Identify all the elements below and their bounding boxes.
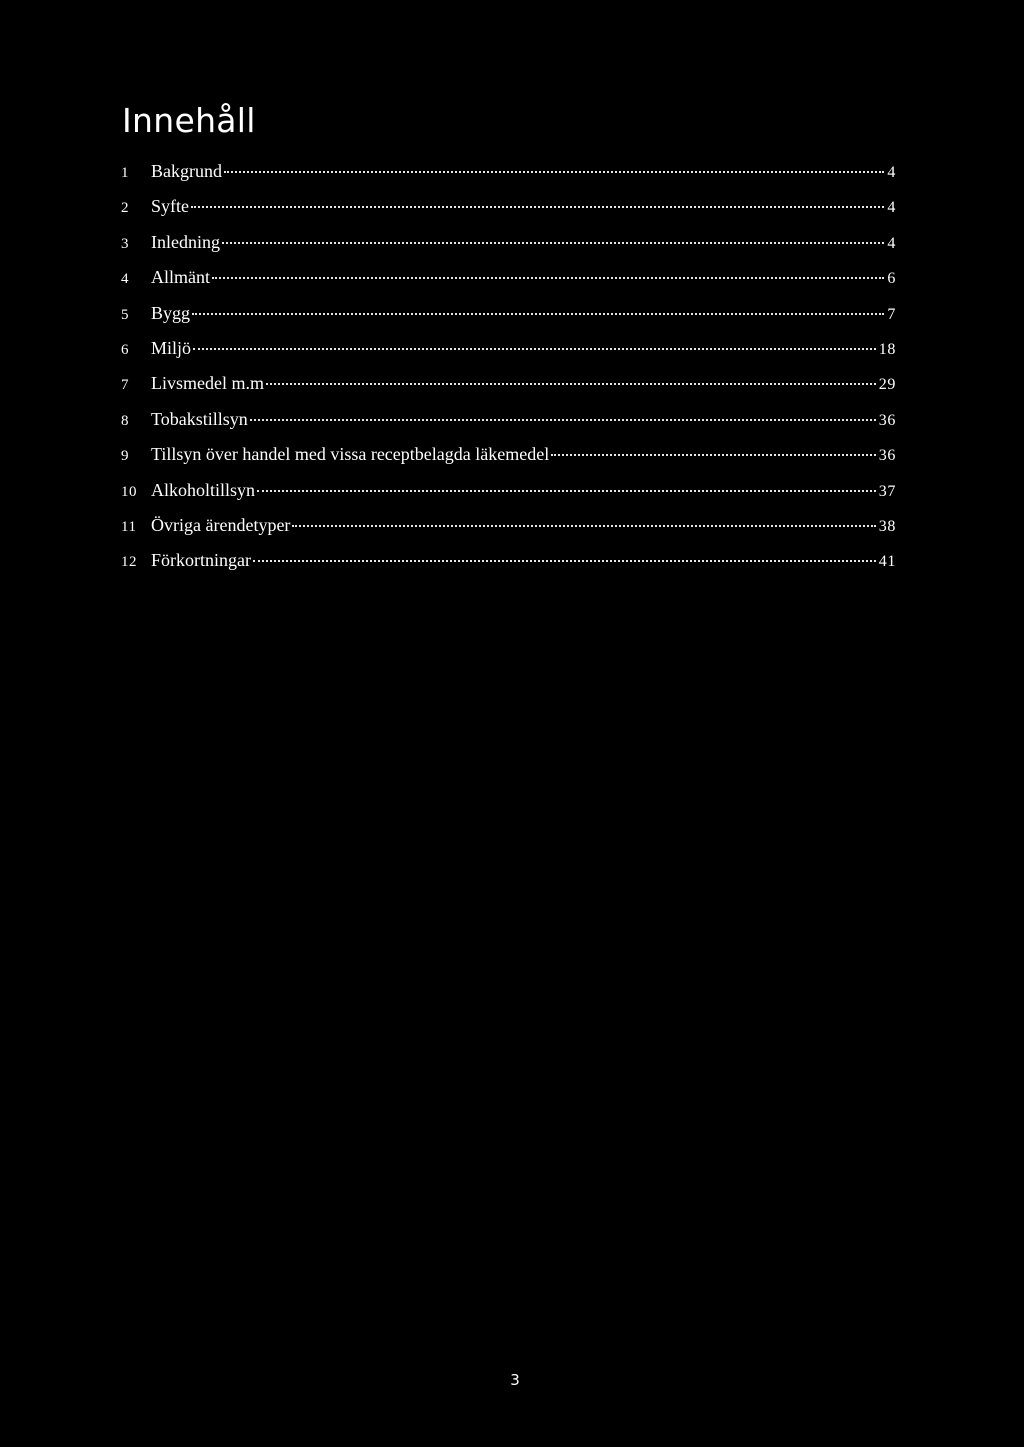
toc-entry-number: 6 — [121, 341, 129, 358]
toc-entry-livsmedel[interactable] — [121, 366, 896, 401]
toc-entry-page: 36 — [878, 411, 896, 429]
toc-entry-page: 4 — [887, 234, 896, 252]
toc-entry-number: 2 — [121, 200, 129, 217]
toc-entry-title: Miljö — [151, 337, 192, 358]
dot-leader — [193, 348, 876, 350]
page-number: 3 — [510, 1371, 520, 1389]
toc-entry-allmant[interactable] — [121, 260, 896, 295]
toc-entry-page: 37 — [878, 482, 896, 500]
toc-entry-number: 5 — [121, 306, 129, 323]
toc-entry-number: 7 — [121, 377, 129, 394]
toc-entry-miljo[interactable] — [121, 331, 896, 366]
toc-entry-page: 36 — [878, 447, 896, 465]
page-title: Innehåll — [122, 101, 256, 140]
toc-entry-title: Förkortningar — [151, 550, 251, 571]
dot-leader — [266, 383, 876, 385]
toc-entry-page: 7 — [887, 305, 896, 323]
toc-entry-page: 29 — [878, 376, 896, 394]
toc-entry-inledning[interactable] — [121, 225, 896, 260]
toc-entry-title: Bakgrund — [151, 161, 222, 181]
toc-entry-page: 6 — [887, 270, 896, 288]
toc-entry-title: Tobakstillsyn — [151, 408, 248, 429]
toc-entry-number: 10 — [121, 483, 137, 500]
toc-entry-number: 3 — [121, 235, 129, 252]
dot-leader — [192, 313, 884, 315]
toc-entry-title: Övriga ärendetyper — [151, 514, 291, 535]
toc-entry-title: Allmänt — [151, 267, 210, 288]
dot-leader — [212, 277, 884, 279]
toc-entry-title: Livsmedel m.m — [151, 373, 264, 394]
toc-entry-title: Syfte — [151, 196, 189, 217]
toc-entry-lakemedel[interactable] — [121, 437, 896, 472]
dot-leader — [250, 419, 876, 421]
toc-entry-page: 41 — [878, 553, 896, 571]
toc-entry-forkortningar[interactable] — [121, 543, 896, 578]
dot-leader — [551, 454, 876, 456]
toc-entry-page: 4 — [887, 199, 896, 217]
toc-entry-number: 1 — [121, 165, 129, 181]
dot-leader — [253, 560, 876, 562]
toc-entry-alkoholtillsyn[interactable] — [121, 473, 896, 508]
toc-entry-title: Bygg — [151, 302, 191, 323]
table-of-contents — [121, 154, 896, 579]
toc-entry-page: 4 — [887, 164, 896, 181]
toc-entry-number: 4 — [121, 271, 129, 288]
toc-entry-number: 8 — [121, 412, 129, 429]
toc-entry-page: 38 — [878, 517, 896, 535]
toc-entry-tobakstillsyn[interactable] — [121, 402, 896, 437]
dot-leader — [292, 525, 875, 527]
toc-entry-page: 18 — [878, 340, 896, 358]
dot-leader — [224, 171, 884, 173]
toc-entry-bakgrund[interactable] — [121, 154, 896, 189]
toc-entry-bygg[interactable] — [121, 296, 896, 331]
toc-entry-title: Tillsyn över handel med vissa receptbelagda läkemedel — [151, 444, 550, 465]
toc-entry-number: 12 — [121, 554, 137, 571]
toc-entry-number: 11 — [121, 518, 137, 535]
toc-entry-syfte[interactable] — [121, 189, 896, 224]
dot-leader — [191, 206, 884, 208]
toc-entry-title: Alkoholtillsyn — [151, 479, 256, 500]
toc-entry-title: Inledning — [151, 231, 220, 252]
toc-entry-number: 9 — [121, 448, 129, 465]
toc-entry-ovriga-arendetyper[interactable] — [121, 508, 896, 543]
dot-leader — [222, 242, 884, 244]
dot-leader — [257, 490, 876, 492]
